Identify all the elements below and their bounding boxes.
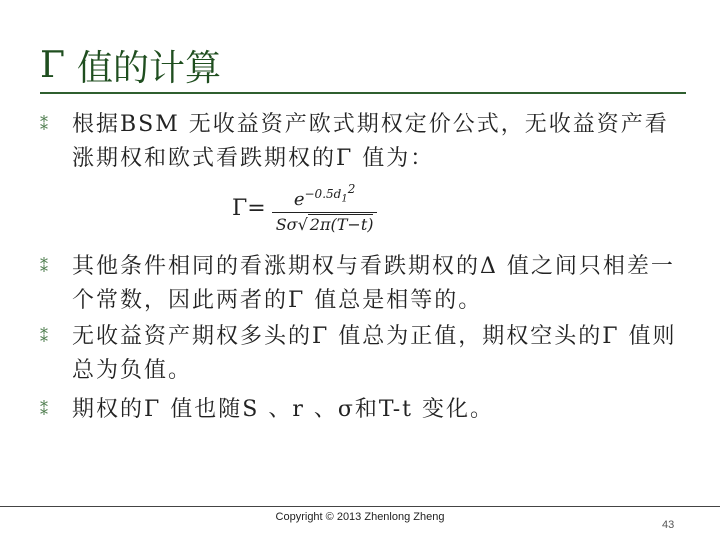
bullet-item [40, 393, 680, 427]
gamma-symbol: Γ [40, 44, 65, 86]
bullet-text: 其他条件相同的看涨期权与看跌期权的Δ 值之间只相差一个常数，因此两者的Γ 值总是相等的。 [72, 254, 675, 313]
formula-lhs: Γ= [232, 195, 266, 221]
bullet-marker-icon: ⁑ [40, 400, 48, 419]
bullet-marker-icon: ⁑ [40, 115, 48, 134]
gamma-formula [232, 182, 377, 234]
formula-exponent-sup: 2 [347, 182, 356, 196]
bullet-item [40, 250, 680, 318]
bullet-item [40, 320, 680, 388]
formula-sqrt-term: 2π(T−t) [309, 215, 374, 234]
formula-numerator [288, 182, 362, 212]
bullet-text: 无收益资产期权多头的Γ 值总为正值，期权空头的Γ 值则总为负值。 [72, 324, 677, 383]
page-number: 43 [662, 519, 675, 531]
bullet-text: 期权的Γ 值也随S 、r 、σ和T-t 变化。 [72, 397, 494, 422]
formula-exponent [304, 182, 356, 205]
formula-exponent-text: −0.5d [304, 187, 342, 201]
formula-numerator-base: e [293, 189, 305, 210]
formula-fraction [272, 182, 378, 234]
slide-title [40, 40, 221, 90]
formula-denominator-prefix: Sσ [275, 215, 298, 234]
title-divider [40, 92, 686, 94]
bullet-marker-icon: ⁑ [40, 257, 48, 276]
slide-title-text: 值的计算 [76, 47, 221, 89]
bullet-marker-icon: ⁑ [40, 327, 48, 346]
bullet-item [40, 108, 680, 176]
formula-denominator: Sσ√ 2π(T−t) [272, 212, 378, 234]
formula-exponent-sub: 1 [341, 193, 348, 205]
footer-divider [0, 506, 720, 507]
copyright-text: Copyright © 2013 Zhenlong Zheng [275, 511, 445, 523]
bullet-text: 根据BSM 无收益资产欧式期权定价公式，无收益资产看涨期权和欧式看跌期权的Γ 值为： [72, 112, 669, 171]
